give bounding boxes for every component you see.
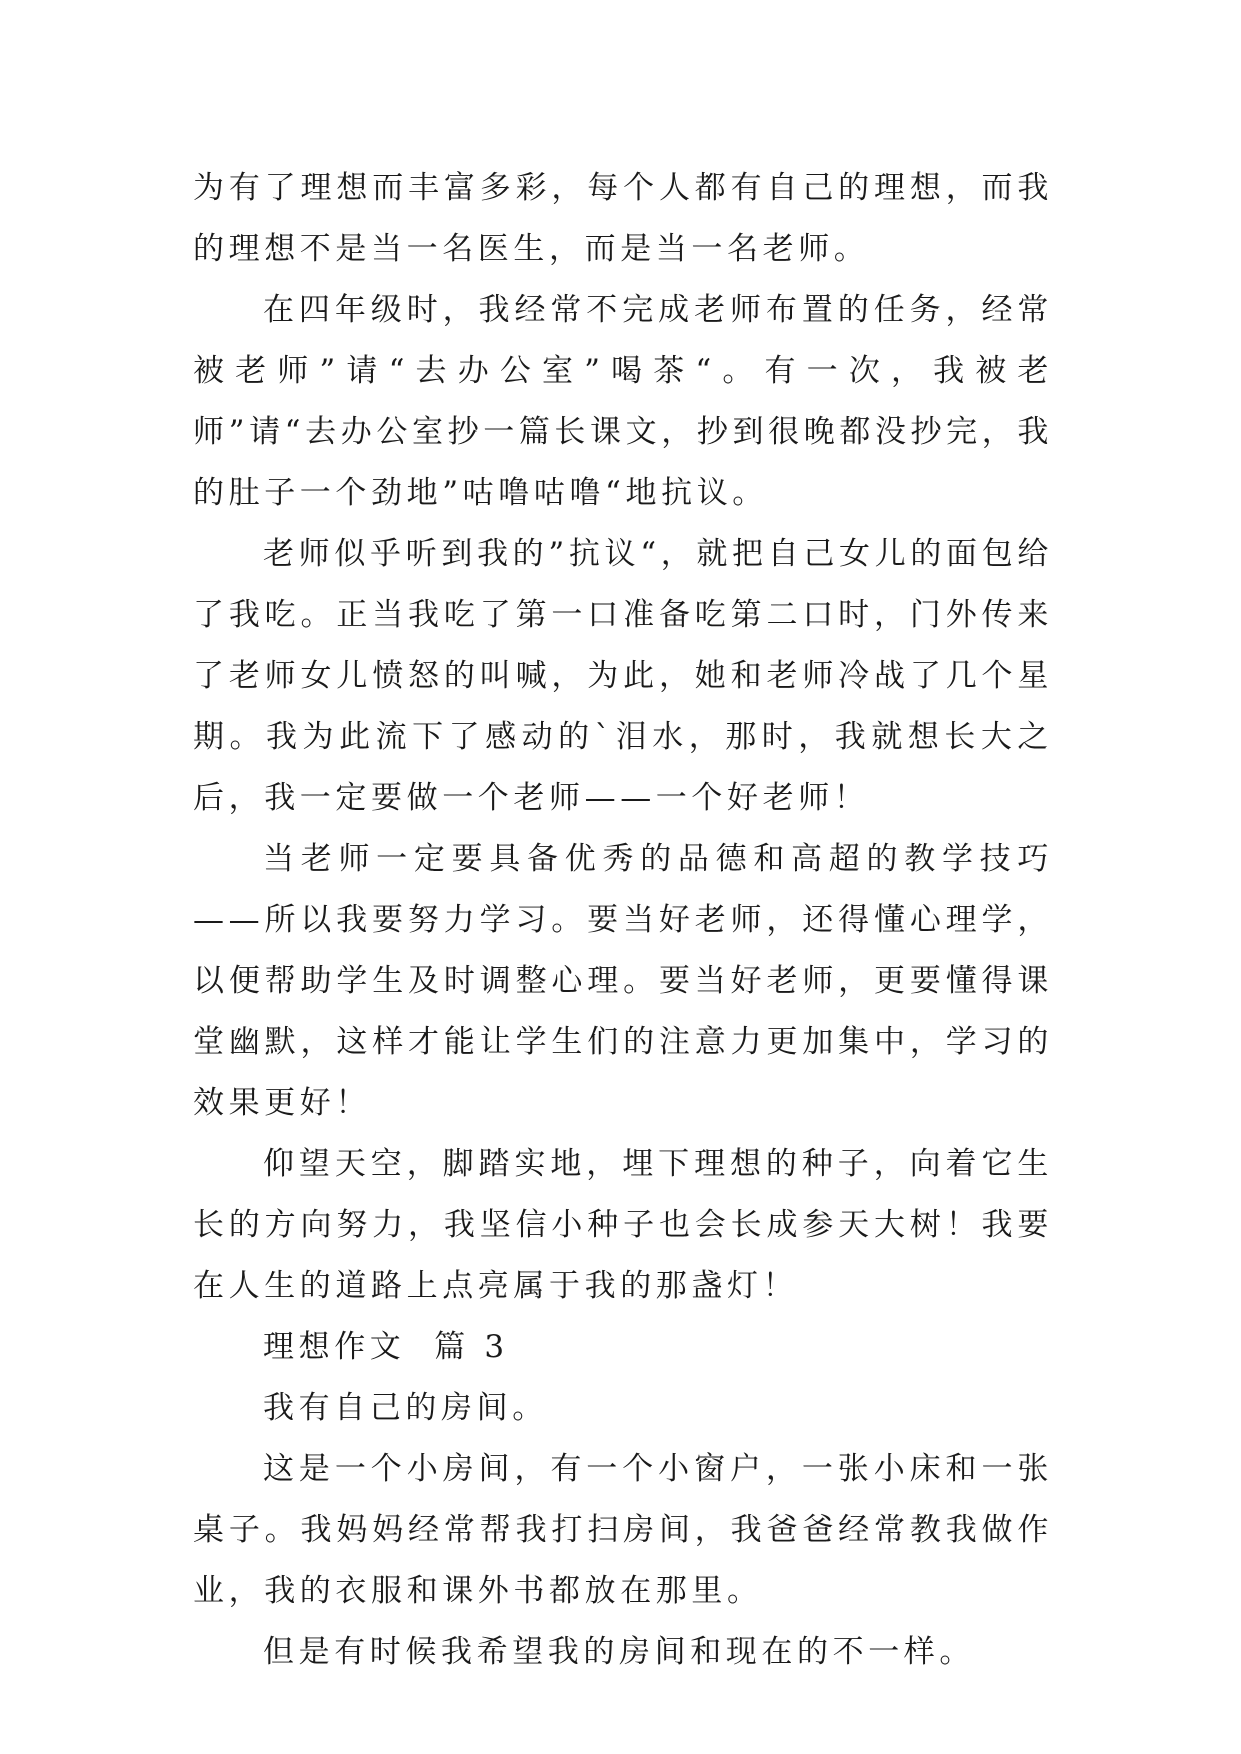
paragraph-3: 老师似乎听到我的”抗议“，就把自己女儿的面包给了我吃。正当我吃了第一口准备吃第二口时，门外传来了老师女儿愤怒的叫喊，为此，她和老师冷战了几个星期。我为此流下了感动的`泪水，那时，我就想长大之后，我一定要做一个老师——一个好老师！ <box>193 536 1053 816</box>
paragraph-2: 在四年级时，我经常不完成老师布置的任务，经常被老师”请“去办公室”喝茶“。有一次，我被老师”请“去办公室抄一篇长课文，抄到很晚都没抄完，我的肚子一个劲地”咕噜咕噜“地抗议。 <box>193 292 1053 511</box>
paragraph-6: 我有自己的房间。 <box>263 1390 548 1426</box>
document-page <box>193 158 1053 1683</box>
paragraph-7: 这是一个小房间，有一个小窗户，一张小床和一张桌子。我妈妈经常帮我打扫房间，我爸爸经常教我做作业，我的衣服和课外书都放在那里。 <box>193 1451 1053 1609</box>
paragraph-4: 当老师一定要具备优秀的品德和高超的教学技巧——所以我要努力学习。要当好老师，还得懂心理学，以便帮助学生及时调整心理。要当好老师，更要懂得课堂幽默，这样才能让学生们的注意力更加集中，学习的效果更好！ <box>193 841 1053 1121</box>
paragraph-5: 仰望天空，脚踏实地，埋下理想的种子，向着它生长的方向努力，我坚信小种子也会长成参天大树！我要在人生的道路上点亮属于我的那盏灯！ <box>193 1146 1053 1304</box>
paragraph-1: 为有了理想而丰富多彩，每个人都有自己的理想，而我的理想不是当一名医生，而是当一名老师。 <box>193 170 1053 267</box>
section-heading: 理想作文 篇 3 <box>263 1329 509 1365</box>
paragraph-8: 但是有时候我希望我的房间和现在的不一样。 <box>263 1634 975 1670</box>
